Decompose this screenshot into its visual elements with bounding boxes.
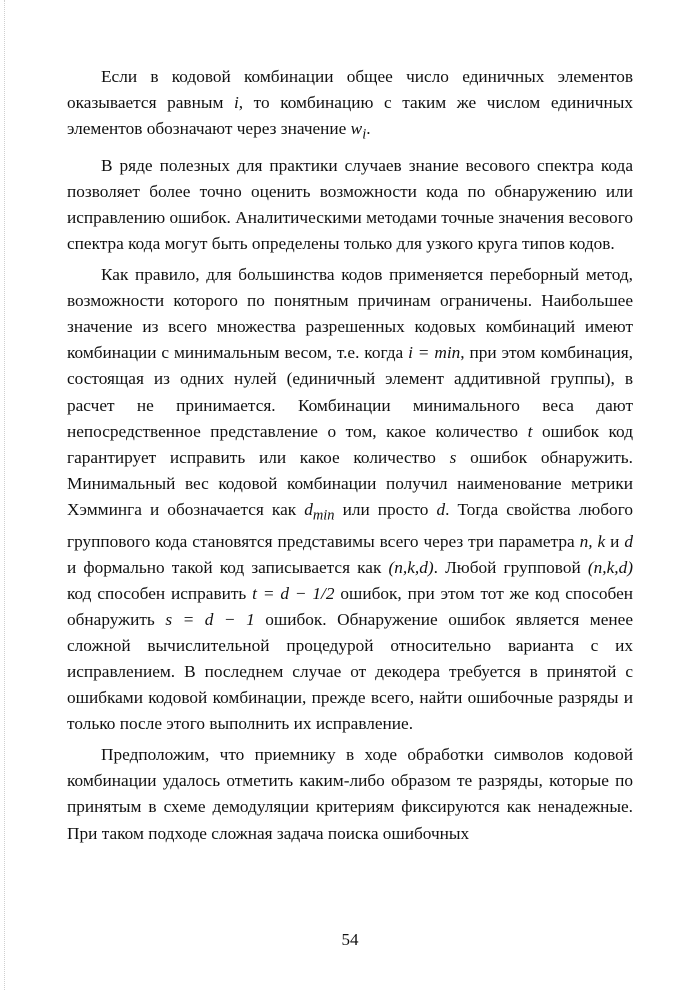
- math-subscript: min: [312, 507, 335, 524]
- text-run: , то комбинацию с таким же числом единичных элементов обозначают через значение: [67, 93, 633, 139]
- text-run: ошибок. Обнаружение ошибок является менее сложной вычислительной процедурой относительно варианта с их исправлением. В последнем случае от декодера требуется в принятой с ошибками кодовой комбинации, прежде всего, найти ошибочные разряды и только после этого выполнить их исправление.: [67, 609, 633, 734]
- math-expression: n, k: [579, 531, 606, 551]
- paragraph: [67, 742, 633, 846]
- paragraph: [67, 64, 633, 148]
- text-run: и: [605, 531, 625, 551]
- math-expression: s: [449, 447, 457, 467]
- text-run: , при этом комбинация, состоящая из одних нулей (единичный элемент аддитивной группы), в расчет не принимается. Комбинации минимального веса дают непосредственное представление о том, какое количество: [67, 343, 633, 441]
- text-run: код способен исправить: [67, 583, 253, 603]
- text-run: . Любой групповой: [433, 557, 588, 577]
- math-expression: i: [233, 93, 239, 113]
- text-run: Предположим, что приемнику в ходе обработки символов кодовой комбинации удалось отметить каким-либо образом те разряды, которые по принятым в схеме демодуляции критериям фиксируются как ненадежные. При таком подходе сложная задача поиска ошибочных: [67, 745, 633, 843]
- page-body-text: [67, 64, 633, 852]
- text-run: Как правило, для большинства кодов применяется переборный метод, возможности которого по понятным причинам ограничены. Наибольшее значение из всего множества разрешенных кодовых комбинаций имеют комбинации с минимальным весом, т.е. когда: [67, 265, 633, 363]
- math-expression: t = d − 1/2: [252, 583, 335, 603]
- math-expression: i = min: [408, 343, 461, 363]
- math-expression: t: [527, 421, 533, 441]
- text-run: и формально такой код записывается как: [67, 557, 389, 577]
- math-expression: d: [624, 531, 634, 551]
- math-expression: d: [436, 499, 446, 519]
- text-run: или просто: [334, 499, 437, 519]
- page-left-edge: [4, 0, 5, 990]
- math-expression: $w_i$: [350, 119, 367, 143]
- page-number: 54: [341, 930, 359, 949]
- text-run: .: [366, 119, 371, 139]
- text-run: ошибок, при этом тот же код способен обнаружить: [67, 583, 633, 629]
- text-run: ошибок обнаружить. Минимальный вес кодовой комбинации получил наименование метрики Хэмминга и обозначается как: [67, 447, 633, 519]
- math-subscript: i: [362, 126, 367, 143]
- paragraph: [67, 262, 633, 737]
- text-run: Если в кодовой комбинации общее число единичных элементов оказывается равным: [67, 67, 633, 113]
- text-run: ошибок код гарантирует исправить или какое количество: [67, 421, 633, 467]
- math-expression: (n,k,d): [587, 557, 633, 577]
- math-expression: $d_{min}$: [304, 499, 335, 524]
- text-run: В ряде полезных для практики случаев знание весового спектра кода позволяет более точно оценить возможности кода по обнаружению или исправлению ошибок. Аналитическими методами точные значения весового спектра кода могут быть определены только для узкого круга типов кодов.: [67, 155, 633, 254]
- text-run: . Тогда свойства любого группового кода становятся представимы всего через три параметра: [67, 499, 633, 551]
- paragraph: [67, 153, 633, 257]
- math-expression: (n,k,d): [388, 557, 434, 577]
- math-expression: s = d − 1: [165, 609, 255, 629]
